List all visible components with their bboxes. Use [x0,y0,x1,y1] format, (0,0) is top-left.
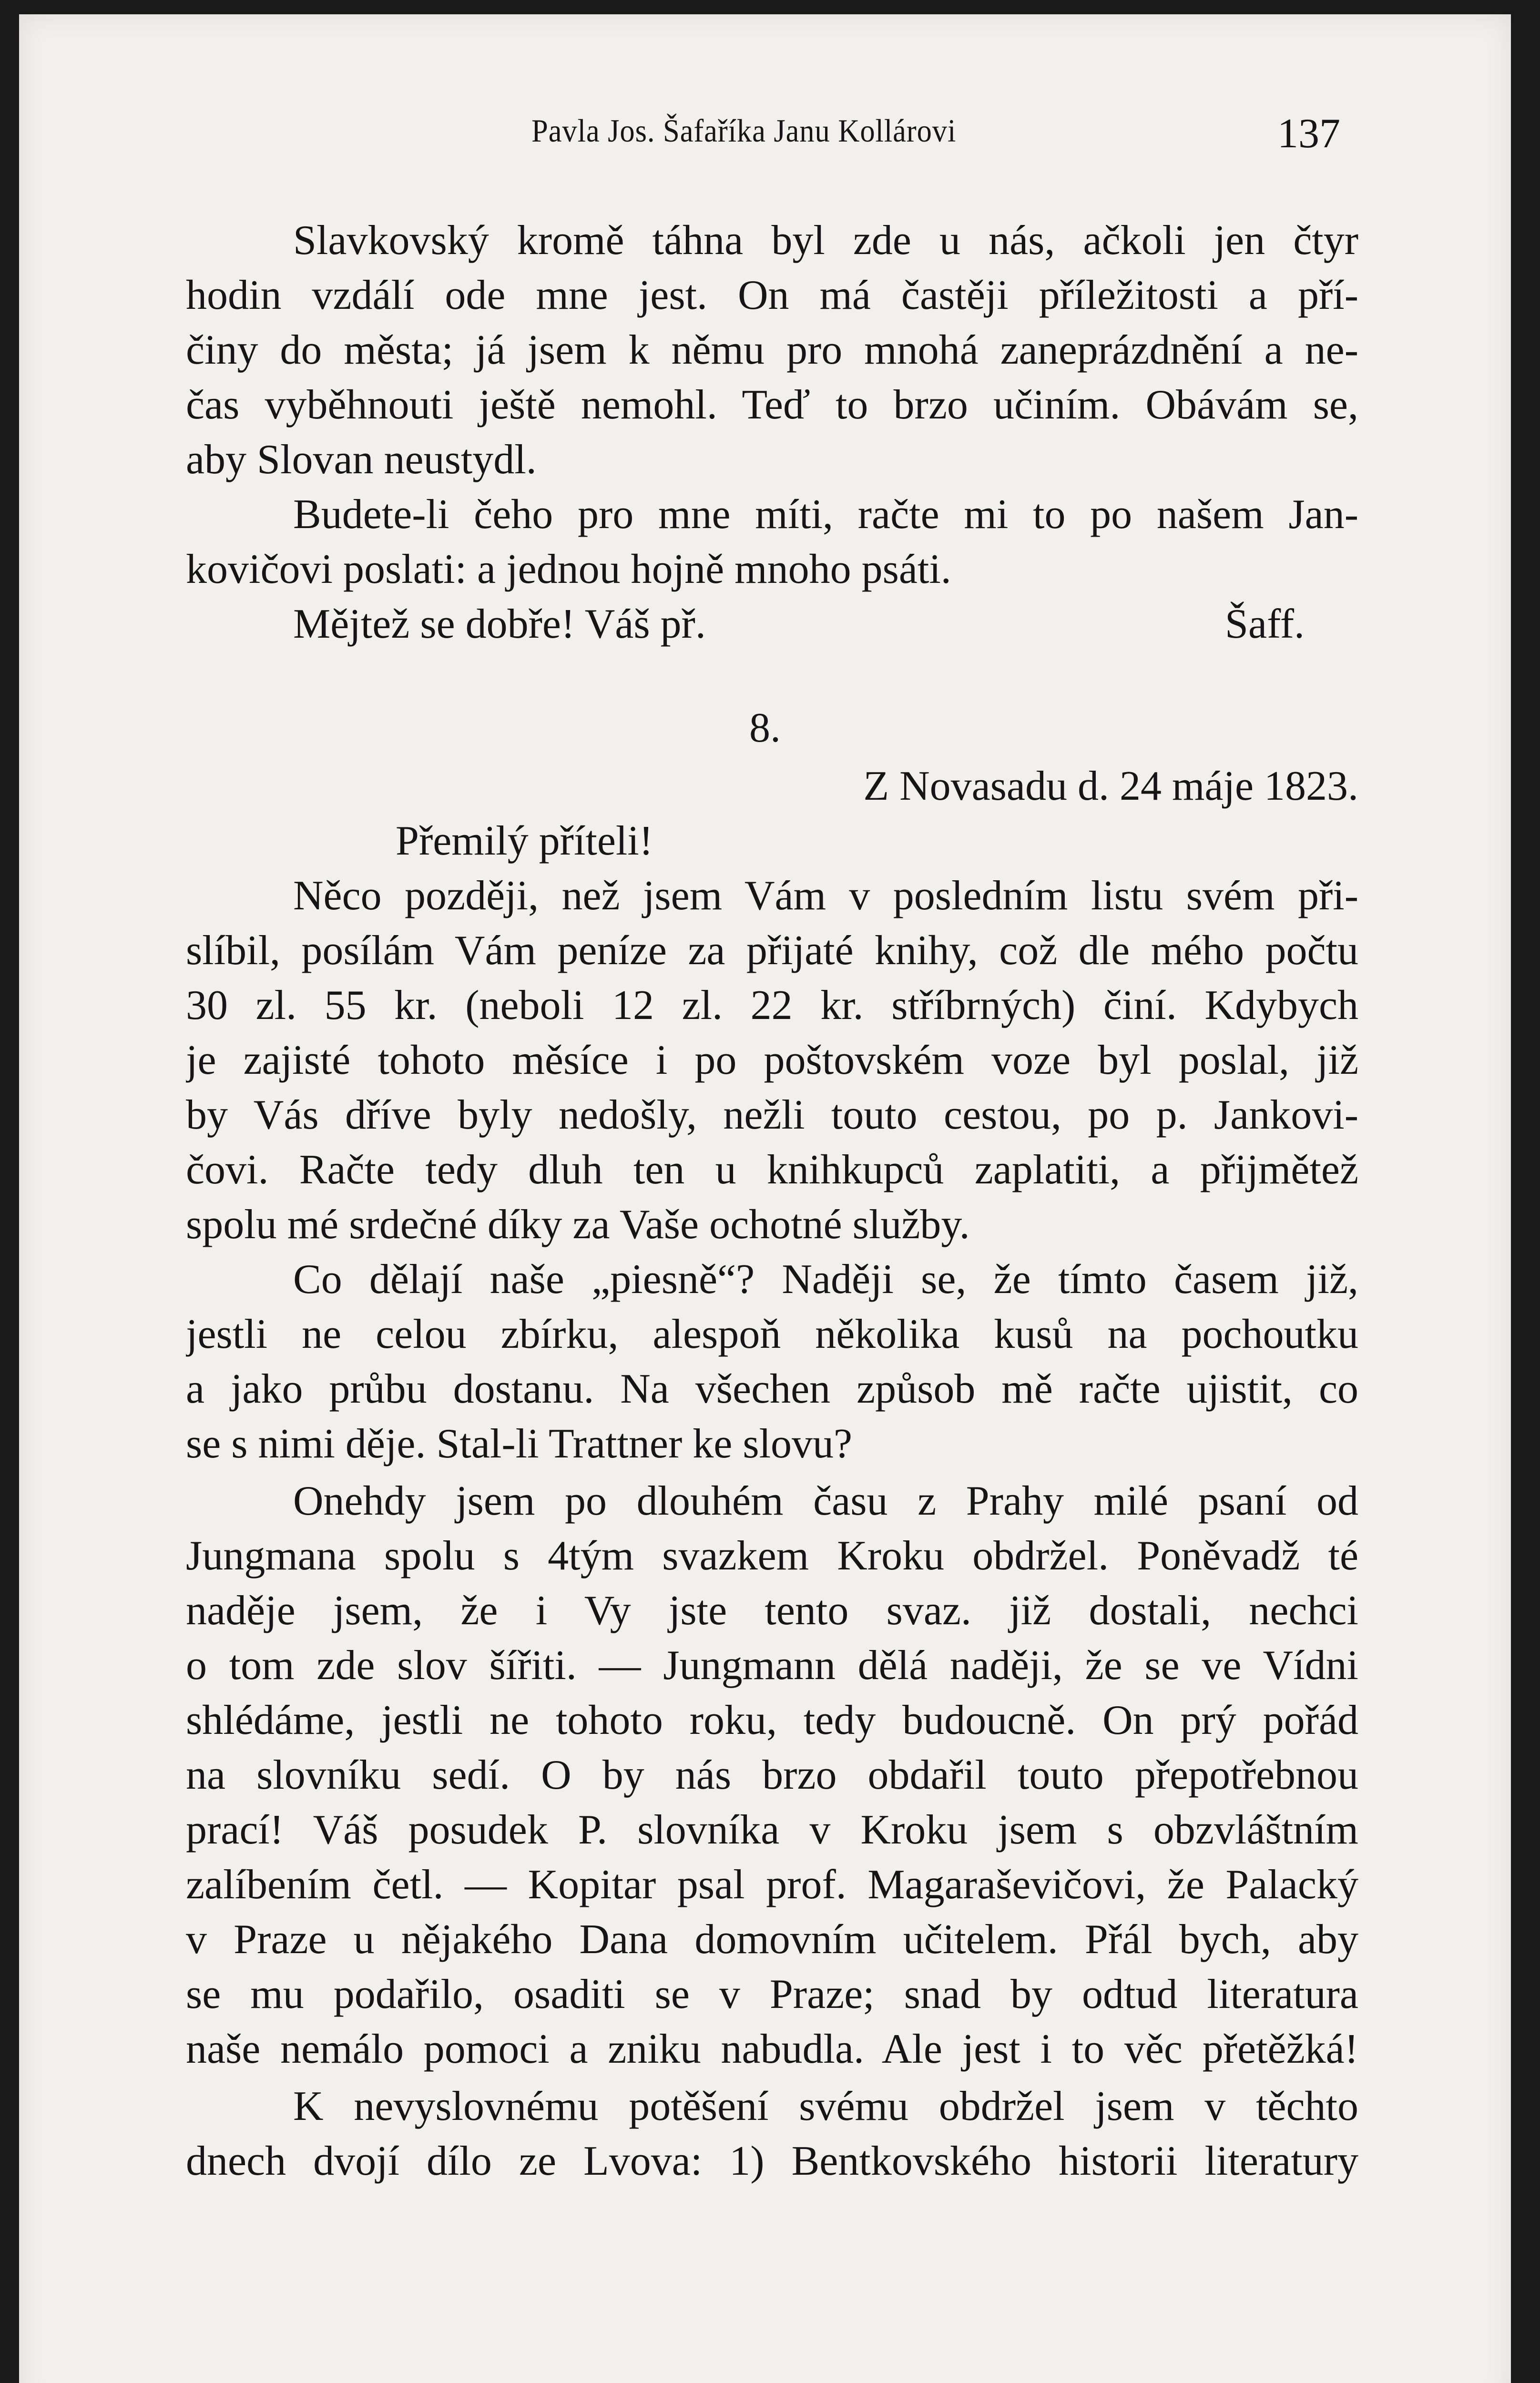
text-line: čovi. Račte tedy dluh ten u knihkupců zaplatiti, a přijmětež [186,1147,1358,1193]
text-line: spolu mé srdečné díky za Vaše ochotné služby. [186,1202,970,1248]
text-line: čas vyběhnouti ještě nemohl. Teď to brzo učiním. Obávám se, [186,382,1358,428]
text-line: shlédáme, jestli ne tohoto roku, tedy budoucně. On prý pořád [186,1697,1358,1743]
text-line: Něco později, než jsem Vám v posledním listu svém při- [293,873,1358,919]
text-line: činy do města; já jsem k němu pro mnohá zaneprázdnění a ne- [186,327,1358,373]
text-line: kovičovi poslati: a jednou hojně mnoho psáti. [186,546,951,592]
text-line: hodin vzdálí ode mne jest. On má častěji příležitosti a pří- [186,272,1358,318]
text-line: o tom zde slov šířiti. — Jungmann dělá naději, že se ve Vídni [186,1642,1358,1689]
text-line: Slavkovský kromě táhna byl zde u nás, ačkoli jen čtyr [293,217,1358,264]
text-line: naše nemálo pomoci a zniku nabudla. Ale jest i to věc přetěžká! [186,2026,1358,2072]
text-line: se s nimi děje. Stal-li Trattner ke slovu? [186,1421,853,1467]
text-line: slíbil, posílám Vám peníze za přijaté knihy, což dle mého počtu [186,927,1358,974]
closing-line: Mějtež se dobře! Váš př. [293,601,706,647]
text-line: naděje jsem, že i Vy jste tento svaz. již dostali, nechci [186,1588,1358,1634]
salutation: Přemilý příteli! [396,818,653,864]
text-line: Onehdy jsem po dlouhém času z Prahy milé psaní od [293,1478,1358,1524]
text-line: Co dělají naše „piesně“? Naději se, že tímto časem již, [293,1256,1358,1303]
page-number: 137 [1277,111,1340,157]
text-line: prací! Váš posudek P. slovníka v Kroku jsem s obzvláštním [186,1807,1358,1853]
text-line: Jungmana spolu s 4tým svazkem Kroku obdržel. Poněvadž té [186,1533,1358,1579]
text-line: 30 zl. 55 kr. (neboli 12 zl. 22 kr. stříbrných) činí. Kdybych [186,982,1358,1029]
text-line: jestli ne celou zbírku, alespoň několika kusů na pochoutku [186,1311,1358,1357]
book-page [19,14,1511,2383]
text-line: a jako průbu dostanu. Na všechen způsob mě račte ujistit, co [186,1366,1358,1412]
text-line: Budete-li čeho pro mne míti, račte mi to po našem Jan- [293,491,1358,538]
text-line: aby Slovan neustydl. [186,437,537,483]
running-title: Pavla Jos. Šafaříka Janu Kollárovi [531,112,957,149]
text-line: zalíbením četl. — Kopitar psal prof. Magaraševičovi, že Palacký [186,1862,1358,1908]
text-line: se mu podařilo, osaditi se v Praze; snad by odtud literatura [186,1971,1358,2017]
dateline: Z Novasadu d. 24 máje 1823. [863,763,1358,809]
letter-number: 8. [749,705,781,751]
text-line: dnech dvojí dílo ze Lvova: 1) Bentkovského historii literatury [186,2138,1358,2184]
signature: Šaff. [1225,601,1305,647]
text-line: K nevyslovnému potěšení svému obdržel jsem v těchto [293,2083,1358,2129]
text-line: je zajisté tohoto měsíce i po poštovském voze byl poslal, již [186,1037,1358,1083]
text-line: v Praze u nějakého Dana domovním učitelem. Přál bych, aby [186,1916,1358,1963]
text-line: na slovníku sedí. O by nás brzo obdařil touto přepotřebnou [186,1752,1358,1798]
text-line: by Vás dříve byly nedošly, nežli touto cestou, po p. Jankovi- [186,1092,1358,1138]
